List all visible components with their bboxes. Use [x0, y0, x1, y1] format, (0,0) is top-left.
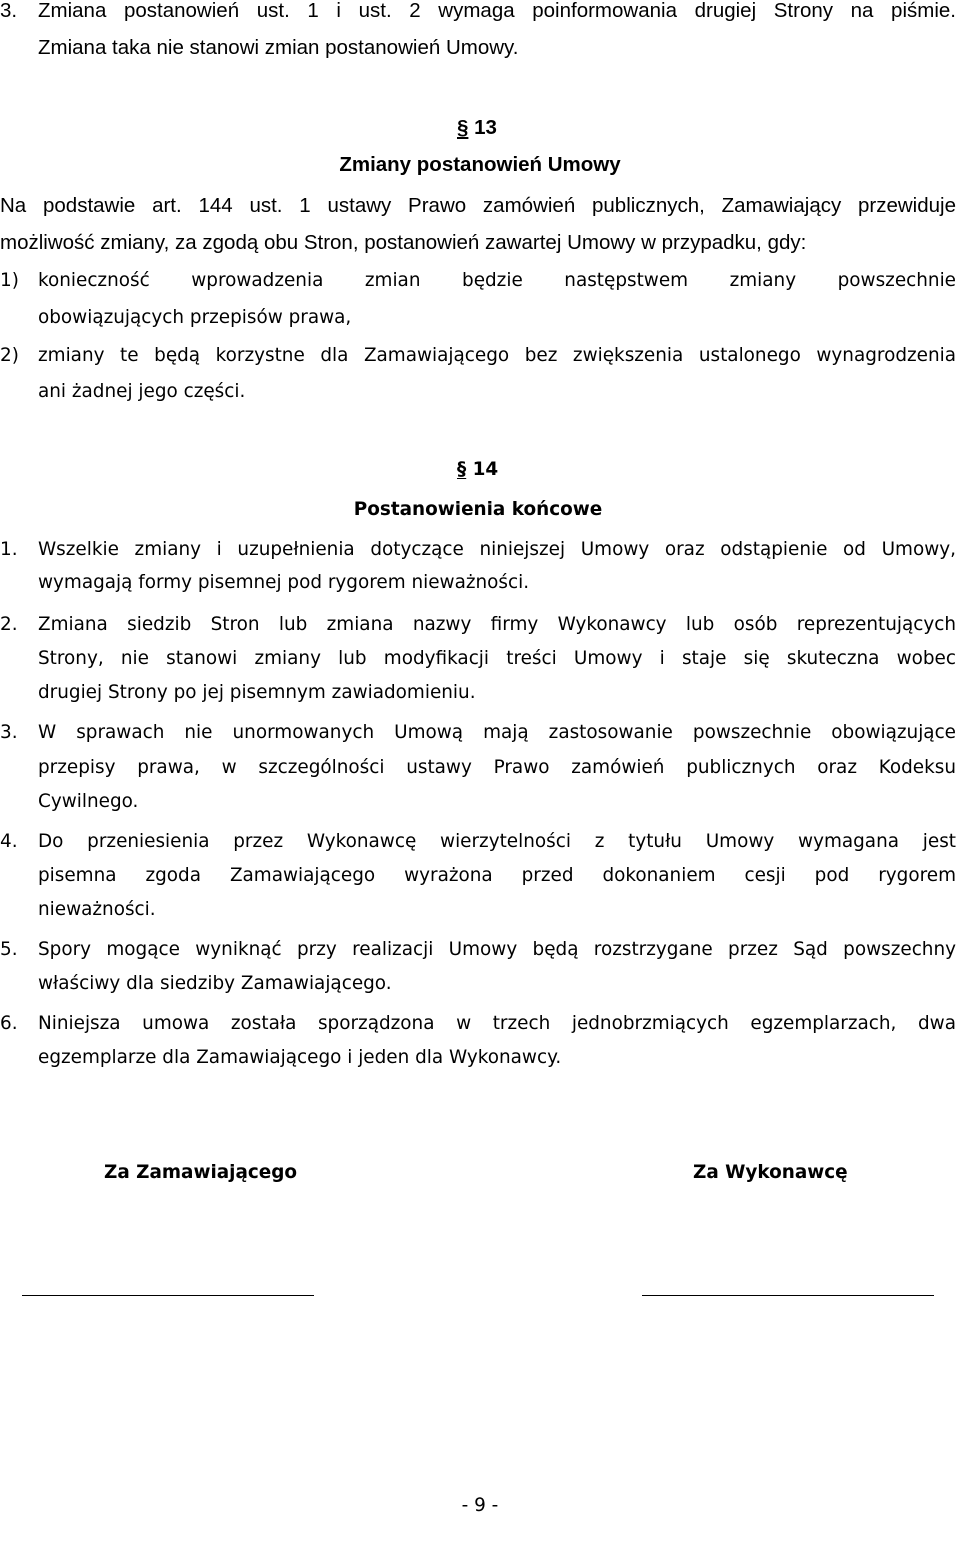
point-1-line-1: konieczność wprowadzenia zmian będzie następstwem zmiany powszechnie: [38, 270, 956, 291]
signature-label-employer: Za Zamawiającego: [104, 1162, 298, 1183]
point-1-line-2: obowiązujących przepisów prawa,: [38, 307, 352, 328]
final-item-4-line-3: nieważności.: [38, 899, 156, 920]
final-item-5-line-2: właściwy dla siedziby Zamawiającego.: [38, 973, 392, 994]
final-item-2-line-2: Strony, nie stanowi zmiany lub modyfikacji treści Umowy i staje się skuteczna wobec: [38, 648, 956, 669]
final-item-2-line-1: Zmiana siedzib Stron lub zmiana nazwy firmy Wykonawcy lub osób reprezentujących: [38, 614, 956, 635]
section-13-intro-line-1: Na podstawie art. 144 ust. 1 ustawy Prawo zamówień publicznych, Zamawiający przewiduje: [0, 194, 956, 217]
final-item-5-line-1: Spory mogące wyniknąć przy realizacji Umowy będą rozstrzygane przez Sąd powszechny: [38, 939, 956, 960]
final-item-3-line-2: przepisy prawa, w szczególności ustawy Prawo zamówień publicznych oraz Kodeksu: [38, 757, 956, 778]
signature-line-employer: [22, 1295, 314, 1296]
item3-number: 3.: [0, 0, 18, 22]
section-13-heading: [457, 116, 497, 140]
final-item-1-line-2: wymagają formy pisemnej pod rygorem nieważności.: [38, 572, 530, 593]
point-2-number: 2): [0, 345, 19, 366]
section-sign: §: [457, 116, 469, 139]
section-sign: §: [457, 459, 467, 480]
item3-line-2: Zmiana taka nie stanowi zmian postanowień Umowy.: [38, 36, 519, 59]
final-item-5-number: 5.: [0, 939, 18, 960]
final-item-3-line-1: W sprawach nie unormowanych Umową mają zastosowanie powszechnie obowiązujące: [38, 722, 956, 743]
point-2-line-2: ani żadnej jego części.: [38, 381, 246, 402]
section-14-title: Postanowienia końcowe: [353, 499, 603, 520]
final-item-2-number: 2.: [0, 614, 18, 635]
section-13-number: 13: [474, 116, 497, 139]
item3-line-1: Zmiana postanowień ust. 1 i ust. 2 wymaga poinformowania drugiej Strony na piśmie.: [38, 0, 956, 22]
final-item-4-line-1: Do przeniesienia przez Wykonawcę wierzytelności z tytułu Umowy wymagana jest: [38, 831, 956, 852]
final-item-6-line-2: egzemplarze dla Zamawiającego i jeden dla Wykonawcy.: [38, 1047, 562, 1068]
signature-label-contractor: Za Wykonawcę: [693, 1162, 848, 1183]
final-item-2-line-3: drugiej Strony po jej pisemnym zawiadomieniu.: [38, 682, 476, 703]
final-item-3-number: 3.: [0, 722, 18, 743]
page-number: - 9 -: [461, 1495, 499, 1516]
signature-line-contractor: [642, 1295, 934, 1296]
final-item-6-line-1: Niniejsza umowa została sporządzona w trzech jednobrzmiących egzemplarzach, dwa: [38, 1013, 956, 1034]
final-item-3-line-3: Cywilnego.: [38, 791, 139, 812]
final-item-6-number: 6.: [0, 1013, 18, 1034]
section-14-heading: [457, 458, 498, 482]
section-13-intro-line-2: możliwość zmiany, za zgodą obu Stron, postanowień zawartej Umowy w przypadku, gdy:: [0, 231, 807, 254]
final-item-4-line-2: pisemna zgoda Zamawiającego wyrażona przed dokonaniem cesji pod rygorem: [38, 865, 956, 886]
point-2-line-1: zmiany te będą korzystne dla Zamawiającego bez zwiększenia ustalonego wynagrodzenia: [38, 345, 956, 366]
final-item-4-number: 4.: [0, 831, 18, 852]
final-item-1-number: 1.: [0, 539, 18, 560]
section-14-number: 14: [472, 459, 499, 480]
final-item-1-line-1: Wszelkie zmiany i uzupełnienia dotyczące niniejszej Umowy oraz odstąpienie od Umowy,: [38, 539, 956, 560]
point-1-number: 1): [0, 270, 19, 291]
section-13-title: Zmiany postanowień Umowy: [339, 153, 621, 176]
